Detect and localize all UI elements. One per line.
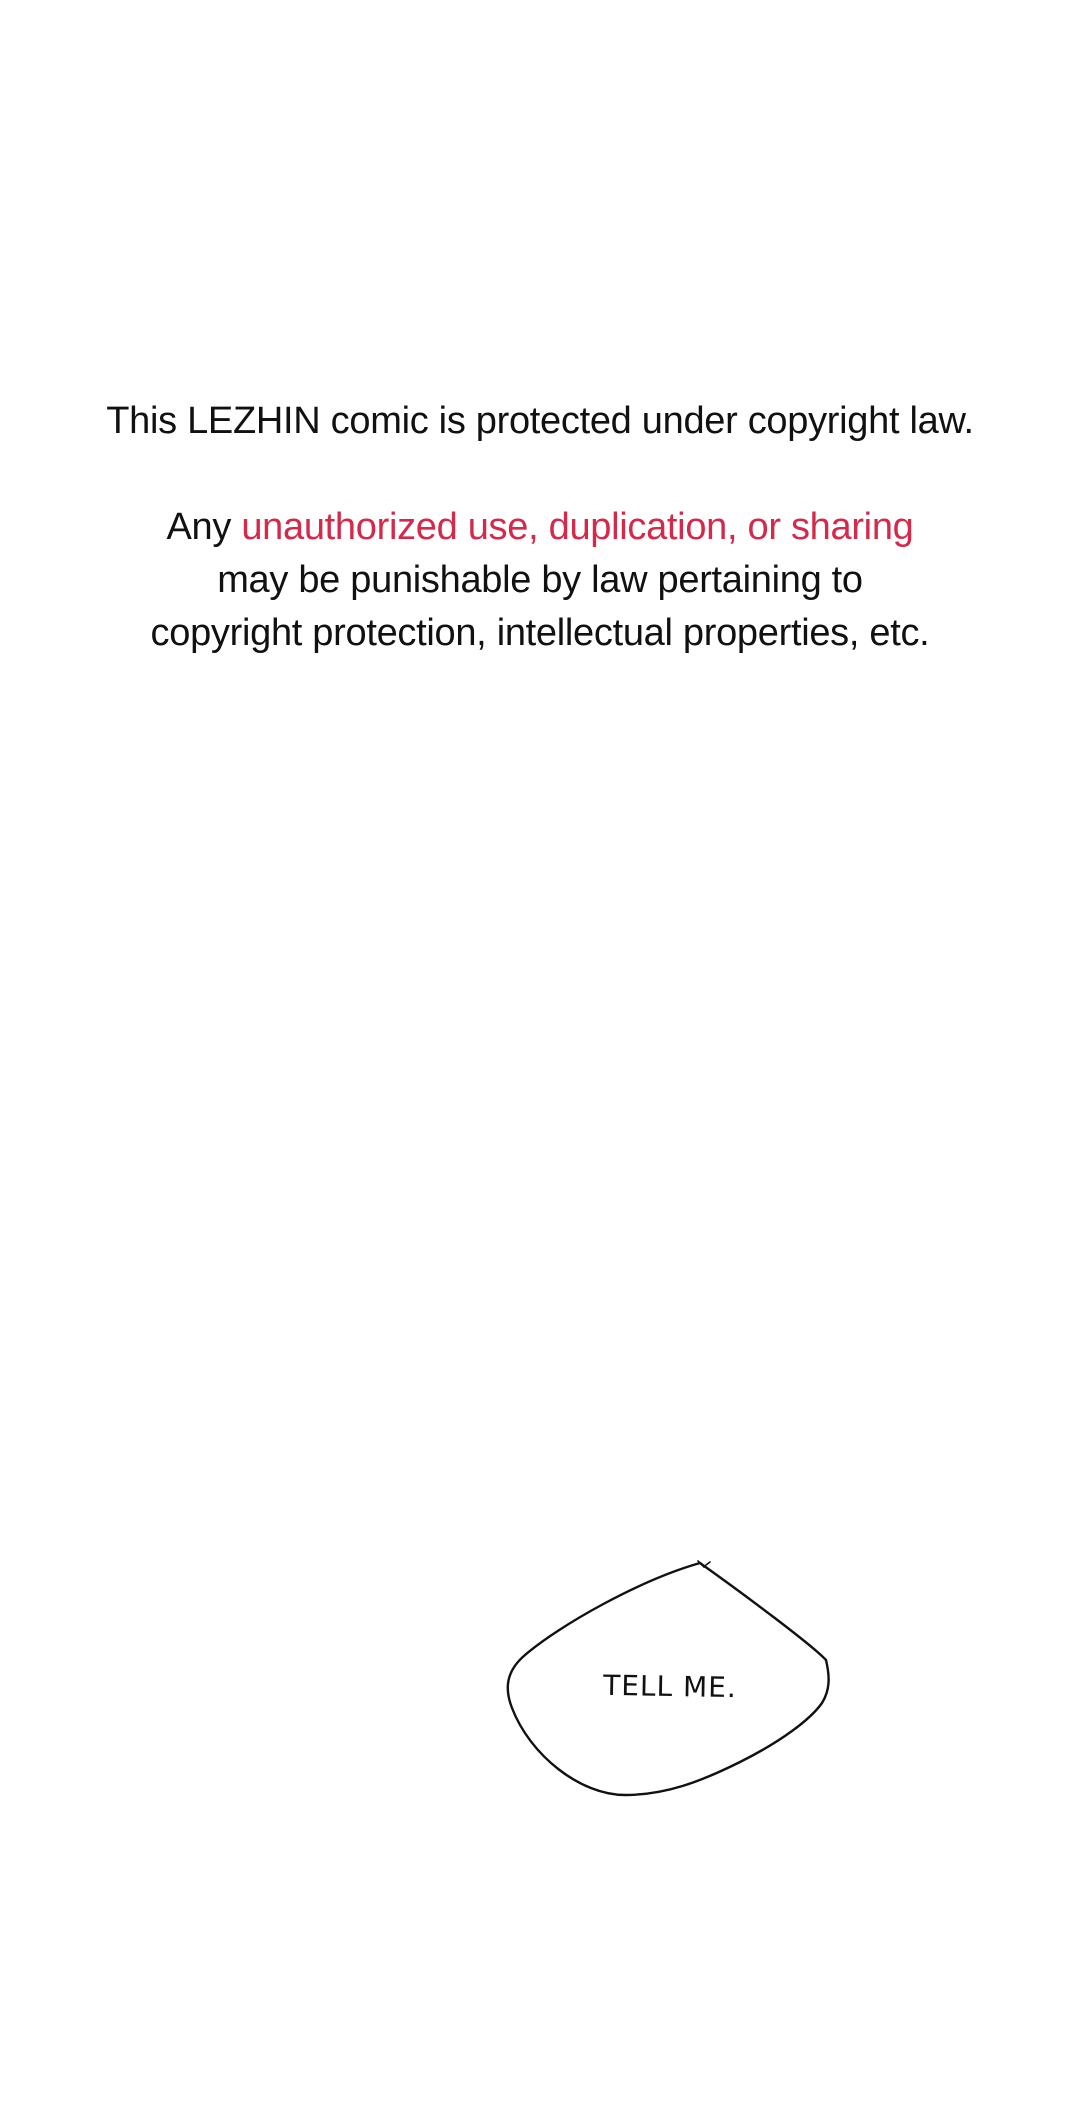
notice-spacer [0,448,1080,501]
notice-line-2 [0,501,1080,554]
notice-highlight-text: unauthorized use, duplication, or sharing [241,506,914,548]
copyright-notice [0,395,1080,660]
comic-panel [0,1540,1080,1840]
speech-bubble-text: TELL ME. [602,1668,738,1705]
notice-line-3: may be punishable by law pertaining to [217,559,863,601]
notice-line-1: This LEZHIN comic is protected under copyright law. [106,400,974,442]
speech-bubble [0,1540,1080,1840]
notice-line-4: copyright protection, intellectual properties, etc. [150,612,930,654]
notice-line-2-prefix: Any [166,506,242,548]
